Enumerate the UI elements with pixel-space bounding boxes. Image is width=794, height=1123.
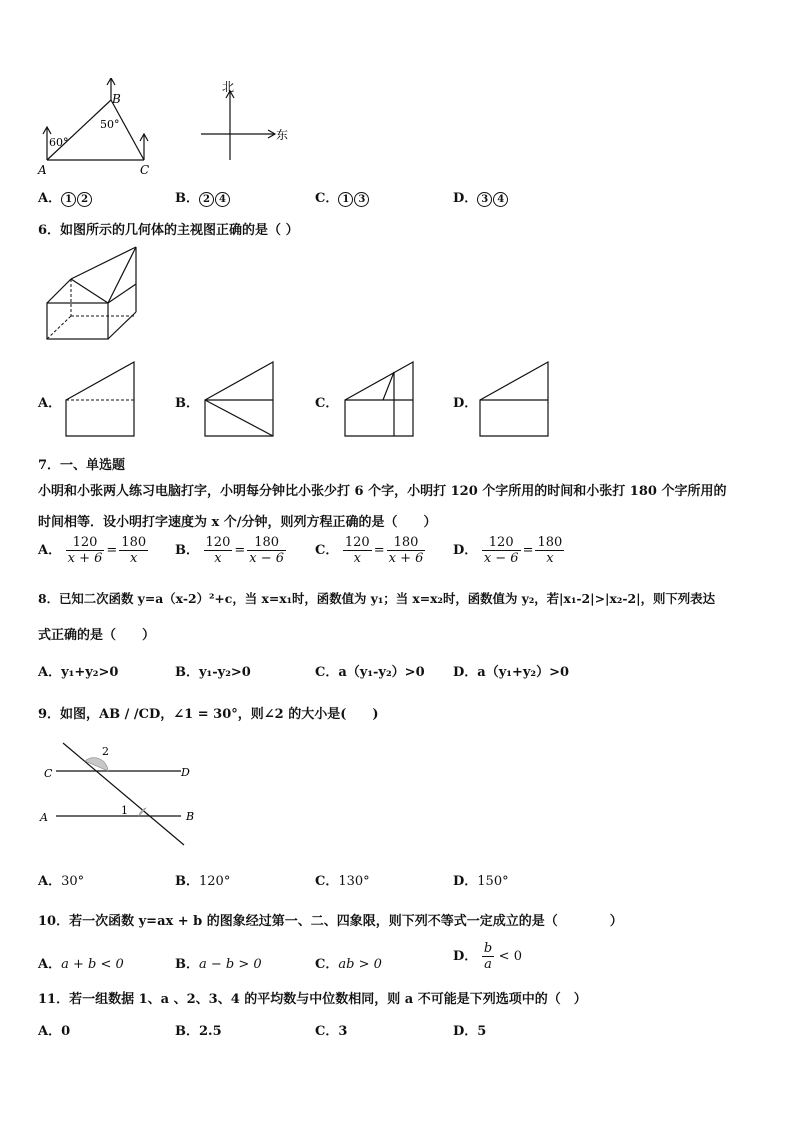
q9-label-d: D: [181, 766, 190, 779]
q6-option-b-label[interactable]: B．: [175, 396, 199, 411]
q7-line1: 小明和小张两人练习电脑打字，小明每分钟比小张少打 6 个字，小明打 120 个字所用的时间和小张打 180 个字所用的: [38, 484, 727, 499]
q5-label-c: C: [140, 163, 150, 177]
q5-compass-figure: [196, 80, 296, 170]
q6-option-c-label[interactable]: C．: [315, 396, 339, 411]
q5-option-a[interactable]: A． 1 2: [38, 187, 93, 207]
q7-option-a[interactable]: A． $\frac{120}{x + 6}$ = $\frac{180}{x}$: [38, 535, 147, 566]
q6-solid-figure: [42, 244, 142, 344]
q6-option-c-view[interactable]: [343, 360, 415, 440]
q9-angle-1: 1: [121, 804, 128, 817]
q7-option-b[interactable]: B． $\frac{120}{x}$ = $\frac{180}{x - 6}$: [175, 535, 285, 566]
q10-option-b[interactable]: B．a − b > 0: [175, 957, 262, 972]
q9-label-c: C: [44, 767, 53, 780]
q5-option-c[interactable]: C． 1 3: [315, 187, 370, 207]
q5-label-b: B: [112, 92, 121, 106]
q7-option-c[interactable]: C． $\frac{120}{x}$ = $\frac{180}{x + 6}$: [315, 535, 424, 566]
q8-option-a[interactable]: A．y₁+y₂>0: [38, 665, 119, 680]
q11-option-a[interactable]: A．0: [38, 1024, 71, 1039]
q9-option-b[interactable]: B．120°: [175, 874, 231, 889]
q8-line1: 8．已知二次函数 y=a（x-2）²+c，当 x=x₁时，函数值为 y₁；当 x=x₂时，函数值为 y₂，若|x₁-2|>|x₂-2|，则下列表达: [38, 591, 715, 606]
q9-label-a: A: [40, 811, 48, 824]
q7-head: 7．一、单选题: [38, 458, 126, 473]
q9-angle-2: 2: [102, 745, 109, 758]
q5-angle-50: 50°: [100, 118, 120, 131]
q8-line2: 式正确的是（ ）: [38, 628, 156, 643]
q6-option-b-view[interactable]: [203, 360, 275, 440]
q8-option-b[interactable]: B．y₁-y₂>0: [175, 665, 251, 680]
q7-line2: 时间相等．设小明打字速度为 x 个/分钟，则列方程正确的是（ ）: [38, 515, 437, 530]
q11-option-b[interactable]: B．2.5: [175, 1024, 222, 1039]
q6-option-a-view[interactable]: [64, 360, 136, 440]
q6-stem: 6．如图所示的几何体的主视图正确的是（ ）: [38, 223, 299, 238]
q6-option-d-view[interactable]: [478, 360, 550, 440]
q6-option-a-label[interactable]: A．: [38, 396, 62, 411]
q10-stem: 10．若一次函数 y=ax + b 的图象经过第一、二、四象限，则下列不等式一定成立的是（ ）: [38, 914, 623, 929]
q10-option-d[interactable]: D． $\frac{b}{a}$ < 0: [453, 941, 522, 972]
q11-option-c[interactable]: C．3: [315, 1024, 348, 1039]
q9-stem: 9．如图，AB / /CD，∠1 = 30°，则∠2 的大小是( ): [38, 707, 379, 722]
q9-option-a[interactable]: A．30°: [38, 874, 85, 889]
q5-label-a: A: [38, 163, 47, 177]
q6-option-d-label[interactable]: D．: [453, 396, 478, 411]
q7-option-d[interactable]: D． $\frac{120}{x - 6}$ = $\frac{180}{x}$: [453, 535, 563, 566]
q5-option-b[interactable]: B． 2 4: [175, 187, 231, 207]
q10-option-c[interactable]: C．ab > 0: [315, 957, 382, 972]
q9-label-b: B: [186, 810, 195, 823]
q5-triangle-figure: [36, 78, 156, 178]
q5-option-d[interactable]: D． 3 4: [453, 187, 509, 207]
q5-east-label: 东: [276, 128, 289, 142]
q10-option-a[interactable]: A．a + b < 0: [38, 957, 124, 972]
q5-angle-60: 60°: [49, 136, 69, 149]
q9-option-d[interactable]: D．150°: [453, 874, 509, 889]
q8-option-d[interactable]: D．a（y₁+y₂）>0: [453, 665, 570, 680]
q5-north-label: 北: [222, 80, 235, 94]
q9-parallel-lines-figure: [36, 738, 206, 850]
q11-option-d[interactable]: D．5: [453, 1024, 487, 1039]
q8-option-c[interactable]: C．a（y₁-y₂）>0: [315, 665, 425, 680]
q9-option-c[interactable]: C．130°: [315, 874, 370, 889]
q11-stem: 11．若一组数据 1、a 、2、3、4 的平均数与中位数相同，则 a 不可能是下列选项中的（ ）: [38, 992, 587, 1007]
